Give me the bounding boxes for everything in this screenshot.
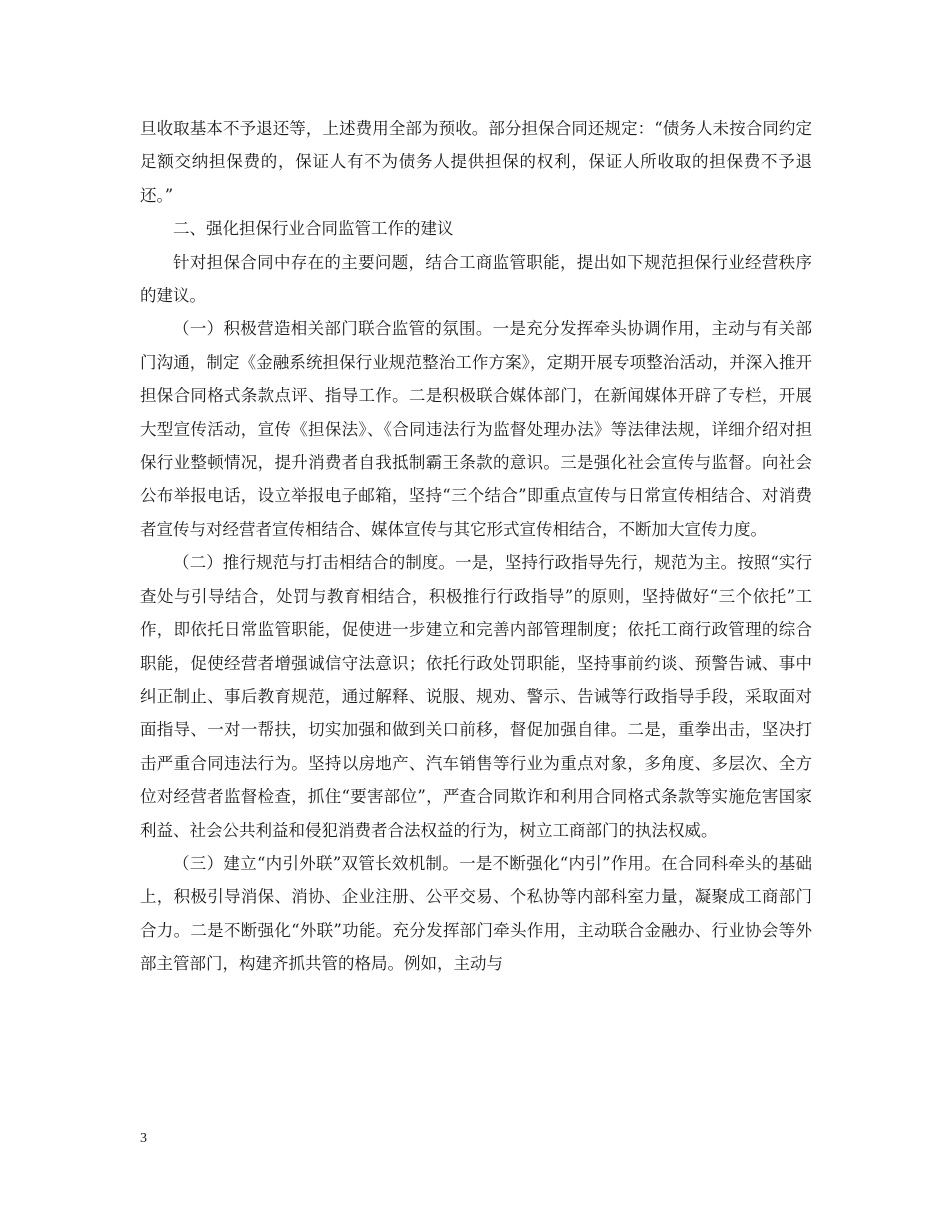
document-body xyxy=(140,112,812,981)
paragraph-intro: 针对担保合同中存在的主要问题，结合工商监管职能，提出如下规范担保行业经营秩序的建议。 xyxy=(140,252,812,306)
page-number: 3 xyxy=(140,1131,147,1146)
section-heading: 二、强化担保行业合同监管工作的建议 xyxy=(173,219,454,239)
paragraph-item-2: （二）推行规范与打击相结合的制度。一是，坚持行政指导先行，规范为主。按照“实行查处与引导结合，处罚与教育相结合，积极推行行政指导”的原则，坚持做好“三个依托”工作，即依托日常监管职能，促使进一步建立和完善内部管理制度；依托工商行政管理的综合职能，促使经营者增强诚信守法意识；依托行政处罚职能，坚持事前约谈、预警告诫、事中纠正制止、事后教育规范，通过解释、说服、规劝、警示、告诫等行政指导手段，采取面对面指导、一对一帮扶，切实加强和做到关口前移，督促加强自律。二是，重拳出击，坚决打击严重合同违法行为。坚持以房地产、汽车销售等行业为重点对象，多角度、多层次、全方位对经营者监督检查，抓住“要害部位”，严查合同欺诈和利用合同格式条款等实施危害国家利益、社会公共利益和侵犯消费者合法权益的行为，树立工商部门的执法权威。 xyxy=(140,553,812,840)
paragraph-item-1: （一）积极营造相关部门联合监管的氛围。一是充分发挥牵头协调作用，主动与有关部门沟通，制定《金融系统担保行业规范整治工作方案》，定期开展专项整治活动，并深入推开担保合同格式条款点评、指导工作。二是积极联合媒体部门，在新闻媒体开辟了专栏，开展大型宣传活动，宣传《担保法》、《合同违法行为监督处理办法》等法律法规，详细介绍对担保行业整顿情况，提升消费者自我抵制霸王条款的意识。三是强化社会宣传与监督。向社会公布举报电话，设立举报电子邮箱，坚持“三个结合”即重点宣传与日常宣传相结合、对消费者宣传与对经营者宣传相结合、媒体宣传与其它形式宣传相结合，不断加大宣传力度。 xyxy=(140,319,812,539)
paragraph-item-3: （三）建立“内引外联”双管长效机制。一是不断强化“内引”作用。在合同科牵头的基础上，积极引导消保、消协、企业注册、公平交易、个私协等内部科室力量，凝聚成工商部门合力。二是不断强化“外联”功能。充分发挥部门牵头作用，主动联合金融办、行业协会等外部主管部门，构建齐抓共管的格局。例如，主动与 xyxy=(140,853,812,974)
paragraph-continued: 旦收取基本不予退还等，上述费用全部为预收。部分担保合同还规定：“债务人未按合同约定足额交纳担保费的，保证人有不为债务人提供担保的权利，保证人所收取的担保费不予退还。” xyxy=(140,119,812,205)
